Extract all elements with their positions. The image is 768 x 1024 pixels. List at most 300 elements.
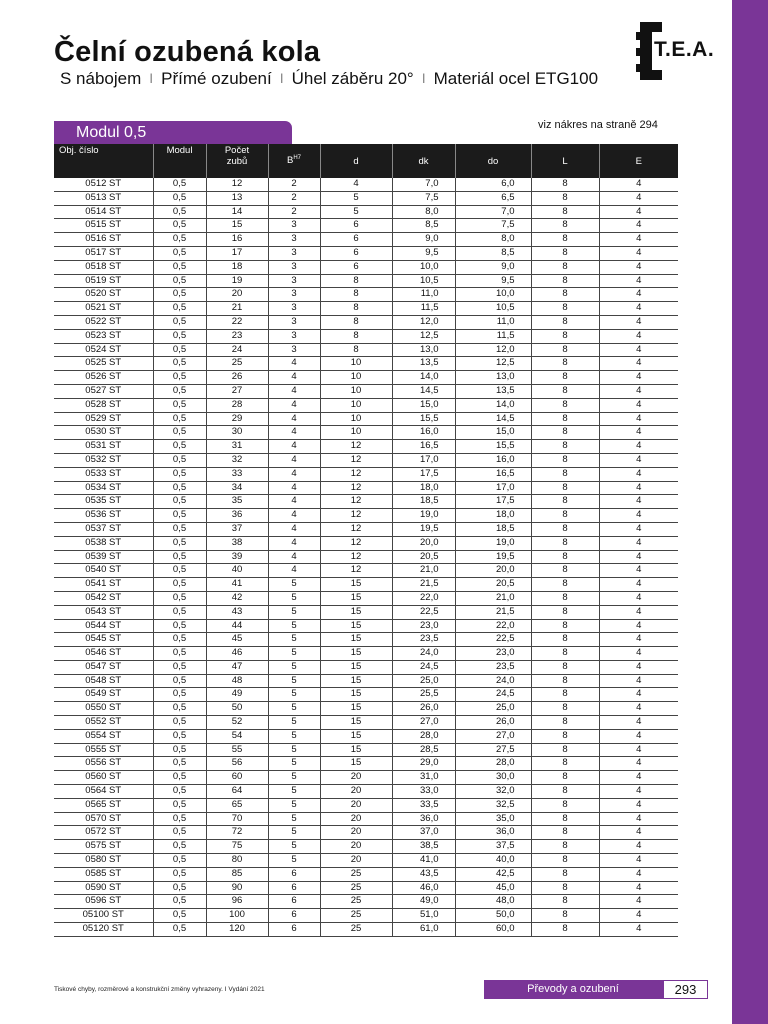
- cell-modul: 0,5: [153, 536, 206, 550]
- cell-teeth: 14: [206, 205, 268, 219]
- cell-obj: 0544 ST: [54, 619, 153, 633]
- cell-e: 4: [599, 798, 678, 812]
- cell-modul: 0,5: [153, 495, 206, 509]
- table-row: [54, 440, 678, 454]
- cell-bore: 5: [268, 757, 320, 771]
- cell-modul: 0,5: [153, 246, 206, 260]
- cell-modul: 0,5: [153, 743, 206, 757]
- subtitle-separator: I: [149, 70, 154, 86]
- cell-bore: 5: [268, 729, 320, 743]
- cell-do: 7,5: [455, 219, 531, 233]
- cell-d: 12: [320, 536, 392, 550]
- cell-l: 8: [531, 426, 599, 440]
- cell-bore: 3: [268, 246, 320, 260]
- cell-dk: 20,0: [392, 536, 455, 550]
- cell-modul: 0,5: [153, 467, 206, 481]
- cell-l: 8: [531, 757, 599, 771]
- cell-bore: 6: [268, 867, 320, 881]
- cell-l: 8: [531, 633, 599, 647]
- cell-teeth: 26: [206, 371, 268, 385]
- table-row: [54, 426, 678, 440]
- col-header-bore-label: B: [286, 155, 294, 167]
- cell-do: 23,5: [455, 660, 531, 674]
- cell-d: 12: [320, 550, 392, 564]
- cell-do: 16,0: [455, 453, 531, 467]
- cell-bore: 5: [268, 854, 320, 868]
- table-row: [54, 881, 678, 895]
- cell-d: 15: [320, 660, 392, 674]
- cell-do: 19,5: [455, 550, 531, 564]
- cell-teeth: 96: [206, 895, 268, 909]
- cell-teeth: 30: [206, 426, 268, 440]
- cell-modul: 0,5: [153, 605, 206, 619]
- cell-teeth: 80: [206, 854, 268, 868]
- cell-teeth: 40: [206, 564, 268, 578]
- cell-e: 4: [599, 826, 678, 840]
- cell-d: 25: [320, 895, 392, 909]
- cell-modul: 0,5: [153, 178, 206, 191]
- cell-d: 25: [320, 909, 392, 923]
- cell-obj: 0532 ST: [54, 453, 153, 467]
- table-row: [54, 716, 678, 730]
- cell-do: 45,0: [455, 881, 531, 895]
- cell-teeth: 55: [206, 743, 268, 757]
- table-row: [54, 357, 678, 371]
- table-row: [54, 260, 678, 274]
- table-row: [54, 495, 678, 509]
- cell-modul: 0,5: [153, 826, 206, 840]
- cell-l: 8: [531, 481, 599, 495]
- side-color-band: [732, 0, 768, 1024]
- cell-obj: 0565 ST: [54, 798, 153, 812]
- cell-bore: 4: [268, 440, 320, 454]
- cell-obj: 0521 ST: [54, 302, 153, 316]
- cell-obj: 0534 ST: [54, 481, 153, 495]
- cell-e: 4: [599, 274, 678, 288]
- cell-dk: 15,0: [392, 398, 455, 412]
- table-row: [54, 578, 678, 592]
- footer-section-label: Převody a ozubení: [527, 983, 619, 995]
- cell-dk: 10,5: [392, 274, 455, 288]
- col-header-bore-tolerance: H7: [293, 155, 301, 162]
- cell-d: 8: [320, 288, 392, 302]
- cell-teeth: 34: [206, 481, 268, 495]
- col-header-e: E: [599, 144, 678, 178]
- cell-modul: 0,5: [153, 412, 206, 426]
- cell-bore: 6: [268, 923, 320, 937]
- col-header-teeth-line2: zubů: [226, 156, 248, 167]
- table-row: [54, 743, 678, 757]
- table-row: [54, 509, 678, 523]
- cell-obj: 0515 ST: [54, 219, 153, 233]
- cell-d: 25: [320, 923, 392, 937]
- cell-d: 15: [320, 729, 392, 743]
- cell-e: 4: [599, 260, 678, 274]
- col-header-bore: [268, 144, 320, 178]
- cell-e: 4: [599, 591, 678, 605]
- cell-dk: 51,0: [392, 909, 455, 923]
- cell-d: 5: [320, 191, 392, 205]
- cell-obj: 0548 ST: [54, 674, 153, 688]
- cell-l: 8: [531, 315, 599, 329]
- cell-teeth: 31: [206, 440, 268, 454]
- cell-teeth: 37: [206, 522, 268, 536]
- cell-dk: 46,0: [392, 881, 455, 895]
- cell-obj: 0528 ST: [54, 398, 153, 412]
- col-header-l: L: [531, 144, 599, 178]
- cell-l: 8: [531, 219, 599, 233]
- cell-e: 4: [599, 246, 678, 260]
- cell-e: 4: [599, 288, 678, 302]
- cell-bore: 5: [268, 647, 320, 661]
- col-header-dk: dk: [392, 144, 455, 178]
- cell-d: 15: [320, 674, 392, 688]
- cell-do: 19,0: [455, 536, 531, 550]
- cell-bore: 4: [268, 509, 320, 523]
- cell-teeth: 35: [206, 495, 268, 509]
- table-row: [54, 674, 678, 688]
- cell-teeth: 17: [206, 246, 268, 260]
- cell-d: 12: [320, 564, 392, 578]
- table-row: [54, 205, 678, 219]
- cell-dk: 24,0: [392, 647, 455, 661]
- cell-d: 15: [320, 647, 392, 661]
- cell-l: 8: [531, 178, 599, 191]
- cell-l: 8: [531, 674, 599, 688]
- cell-obj: 0536 ST: [54, 509, 153, 523]
- cell-do: 32,0: [455, 785, 531, 799]
- cell-do: 27,5: [455, 743, 531, 757]
- cell-obj: 0512 ST: [54, 178, 153, 191]
- cell-bore: 4: [268, 412, 320, 426]
- cell-bore: 5: [268, 785, 320, 799]
- cell-obj: 0524 ST: [54, 343, 153, 357]
- cell-modul: 0,5: [153, 895, 206, 909]
- cell-modul: 0,5: [153, 426, 206, 440]
- cell-dk: 25,5: [392, 688, 455, 702]
- cell-l: 8: [531, 840, 599, 854]
- cell-do: 42,5: [455, 867, 531, 881]
- cell-bore: 5: [268, 605, 320, 619]
- cell-l: 8: [531, 288, 599, 302]
- cell-bore: 5: [268, 619, 320, 633]
- cell-teeth: 56: [206, 757, 268, 771]
- cell-l: 8: [531, 729, 599, 743]
- cell-bore: 4: [268, 564, 320, 578]
- cell-modul: 0,5: [153, 660, 206, 674]
- cell-e: 4: [599, 509, 678, 523]
- cell-l: 8: [531, 785, 599, 799]
- cell-e: 4: [599, 315, 678, 329]
- cell-do: 50,0: [455, 909, 531, 923]
- cell-dk: 25,0: [392, 674, 455, 688]
- cell-d: 10: [320, 398, 392, 412]
- cell-d: 12: [320, 467, 392, 481]
- table-row: [54, 191, 678, 205]
- cell-obj: 0527 ST: [54, 384, 153, 398]
- cell-d: 10: [320, 384, 392, 398]
- cell-modul: 0,5: [153, 771, 206, 785]
- cell-d: 15: [320, 702, 392, 716]
- cell-do: 25,0: [455, 702, 531, 716]
- cell-e: 4: [599, 384, 678, 398]
- cell-dk: 11,5: [392, 302, 455, 316]
- cell-l: 8: [531, 798, 599, 812]
- cell-dk: 28,5: [392, 743, 455, 757]
- cell-obj: 0554 ST: [54, 729, 153, 743]
- cell-teeth: 20: [206, 288, 268, 302]
- cell-modul: 0,5: [153, 923, 206, 937]
- cell-do: 28,0: [455, 757, 531, 771]
- cell-obj: 05120 ST: [54, 923, 153, 937]
- cell-e: 4: [599, 647, 678, 661]
- cell-l: 8: [531, 233, 599, 247]
- cell-l: 8: [531, 205, 599, 219]
- cell-bore: 4: [268, 467, 320, 481]
- cell-l: 8: [531, 619, 599, 633]
- cell-l: 8: [531, 895, 599, 909]
- cell-do: 13,5: [455, 384, 531, 398]
- cell-dk: 20,5: [392, 550, 455, 564]
- cell-bore: 5: [268, 812, 320, 826]
- cell-d: 8: [320, 343, 392, 357]
- table-row: [54, 274, 678, 288]
- cell-obj: 0537 ST: [54, 522, 153, 536]
- cell-e: 4: [599, 909, 678, 923]
- cell-bore: 5: [268, 771, 320, 785]
- cell-modul: 0,5: [153, 785, 206, 799]
- col-header-teeth: [206, 144, 268, 178]
- cell-do: 14,5: [455, 412, 531, 426]
- cell-teeth: 48: [206, 674, 268, 688]
- cell-d: 25: [320, 881, 392, 895]
- cell-l: 8: [531, 536, 599, 550]
- cell-obj: 0526 ST: [54, 371, 153, 385]
- cell-teeth: 49: [206, 688, 268, 702]
- cell-dk: 49,0: [392, 895, 455, 909]
- cell-e: 4: [599, 219, 678, 233]
- cell-teeth: 50: [206, 702, 268, 716]
- cell-dk: 7,5: [392, 191, 455, 205]
- cell-bore: 5: [268, 591, 320, 605]
- cell-modul: 0,5: [153, 440, 206, 454]
- cell-teeth: 38: [206, 536, 268, 550]
- col-header-modul: Modul: [153, 144, 206, 178]
- cell-e: 4: [599, 923, 678, 937]
- cell-teeth: 43: [206, 605, 268, 619]
- cell-do: 10,0: [455, 288, 531, 302]
- cell-teeth: 39: [206, 550, 268, 564]
- cell-dk: 7,0: [392, 178, 455, 191]
- table-row: [54, 785, 678, 799]
- cell-teeth: 19: [206, 274, 268, 288]
- cell-do: 32,5: [455, 798, 531, 812]
- cell-modul: 0,5: [153, 674, 206, 688]
- cell-do: 22,5: [455, 633, 531, 647]
- cell-dk: 9,0: [392, 233, 455, 247]
- cell-do: 26,0: [455, 716, 531, 730]
- cell-l: 8: [531, 453, 599, 467]
- cell-obj: 0546 ST: [54, 647, 153, 661]
- cell-l: 8: [531, 371, 599, 385]
- cell-obj: 0543 ST: [54, 605, 153, 619]
- cell-e: 4: [599, 371, 678, 385]
- cell-teeth: 54: [206, 729, 268, 743]
- table-row: [54, 481, 678, 495]
- cell-l: 8: [531, 826, 599, 840]
- cell-dk: 33,0: [392, 785, 455, 799]
- cell-dk: 16,0: [392, 426, 455, 440]
- cell-do: 6,0: [455, 178, 531, 191]
- cell-modul: 0,5: [153, 881, 206, 895]
- cell-bore: 3: [268, 274, 320, 288]
- cell-d: 4: [320, 178, 392, 191]
- cell-dk: 10,0: [392, 260, 455, 274]
- cell-l: 8: [531, 302, 599, 316]
- cell-dk: 27,0: [392, 716, 455, 730]
- cell-d: 20: [320, 785, 392, 799]
- cell-bore: 3: [268, 315, 320, 329]
- cell-modul: 0,5: [153, 840, 206, 854]
- cell-e: 4: [599, 785, 678, 799]
- cell-modul: 0,5: [153, 716, 206, 730]
- table-row: [54, 384, 678, 398]
- cell-modul: 0,5: [153, 315, 206, 329]
- cell-obj: 0545 ST: [54, 633, 153, 647]
- cell-modul: 0,5: [153, 233, 206, 247]
- cell-dk: 24,5: [392, 660, 455, 674]
- cell-modul: 0,5: [153, 909, 206, 923]
- cell-teeth: 28: [206, 398, 268, 412]
- page-number: 293: [664, 981, 707, 998]
- cell-obj: 0535 ST: [54, 495, 153, 509]
- cell-obj: 0596 ST: [54, 895, 153, 909]
- cell-dk: 18,0: [392, 481, 455, 495]
- cell-teeth: 23: [206, 329, 268, 343]
- cell-modul: 0,5: [153, 867, 206, 881]
- cell-teeth: 13: [206, 191, 268, 205]
- cell-do: 30,0: [455, 771, 531, 785]
- cell-l: 8: [531, 743, 599, 757]
- cell-d: 6: [320, 260, 392, 274]
- cell-obj: 0552 ST: [54, 716, 153, 730]
- cell-l: 8: [531, 191, 599, 205]
- cell-modul: 0,5: [153, 619, 206, 633]
- cell-d: 8: [320, 274, 392, 288]
- cell-bore: 5: [268, 716, 320, 730]
- cell-do: 12,0: [455, 343, 531, 357]
- table-row: [54, 233, 678, 247]
- cell-do: 22,0: [455, 619, 531, 633]
- cell-l: 8: [531, 357, 599, 371]
- cell-e: 4: [599, 674, 678, 688]
- table-row: [54, 840, 678, 854]
- cell-do: 37,5: [455, 840, 531, 854]
- subtitle-material: Materiál ocel ETG100: [433, 69, 599, 88]
- gear-spec-table: [54, 144, 678, 937]
- cell-dk: 13,0: [392, 343, 455, 357]
- cell-obj: 0549 ST: [54, 688, 153, 702]
- cell-modul: 0,5: [153, 509, 206, 523]
- cell-modul: 0,5: [153, 647, 206, 661]
- cell-modul: 0,5: [153, 757, 206, 771]
- footer-disclaimer: Tiskové chyby, rozměrové a konstrukční změny vyhrazeny. I Vydání 2021: [54, 986, 265, 993]
- cell-do: 21,0: [455, 591, 531, 605]
- cell-obj: 0555 ST: [54, 743, 153, 757]
- cell-dk: 12,0: [392, 315, 455, 329]
- cell-teeth: 45: [206, 633, 268, 647]
- table-row: [54, 453, 678, 467]
- cell-e: 4: [599, 522, 678, 536]
- cell-obj: 0556 ST: [54, 757, 153, 771]
- cell-e: 4: [599, 191, 678, 205]
- cell-d: 15: [320, 619, 392, 633]
- cell-bore: 3: [268, 343, 320, 357]
- cell-dk: 12,5: [392, 329, 455, 343]
- cell-do: 12,5: [455, 357, 531, 371]
- cell-e: 4: [599, 481, 678, 495]
- cell-l: 8: [531, 274, 599, 288]
- cell-bore: 4: [268, 357, 320, 371]
- cell-do: 36,0: [455, 826, 531, 840]
- cell-e: 4: [599, 343, 678, 357]
- cell-bore: 3: [268, 329, 320, 343]
- table-row: [54, 315, 678, 329]
- cell-d: 25: [320, 867, 392, 881]
- cell-bore: 5: [268, 798, 320, 812]
- cell-do: 18,5: [455, 522, 531, 536]
- cell-e: 4: [599, 302, 678, 316]
- cell-modul: 0,5: [153, 343, 206, 357]
- cell-d: 12: [320, 522, 392, 536]
- cell-bore: 6: [268, 895, 320, 909]
- cell-d: 20: [320, 771, 392, 785]
- cell-d: 15: [320, 688, 392, 702]
- cell-e: 4: [599, 688, 678, 702]
- cell-dk: 29,0: [392, 757, 455, 771]
- cell-do: 40,0: [455, 854, 531, 868]
- cell-modul: 0,5: [153, 854, 206, 868]
- cell-l: 8: [531, 467, 599, 481]
- cell-d: 8: [320, 315, 392, 329]
- cell-d: 8: [320, 302, 392, 316]
- table-row: [54, 798, 678, 812]
- cell-d: 12: [320, 453, 392, 467]
- cell-l: 8: [531, 647, 599, 661]
- cell-dk: 15,5: [392, 412, 455, 426]
- cell-e: 4: [599, 840, 678, 854]
- cell-teeth: 24: [206, 343, 268, 357]
- cell-e: 4: [599, 771, 678, 785]
- cell-modul: 0,5: [153, 688, 206, 702]
- cell-obj: 0575 ST: [54, 840, 153, 854]
- table-body: [54, 178, 678, 936]
- cell-dk: 41,0: [392, 854, 455, 868]
- cell-teeth: 33: [206, 467, 268, 481]
- cell-modul: 0,5: [153, 798, 206, 812]
- cell-d: 20: [320, 798, 392, 812]
- cell-d: 6: [320, 246, 392, 260]
- cell-obj: 0564 ST: [54, 785, 153, 799]
- cell-l: 8: [531, 578, 599, 592]
- cell-teeth: 52: [206, 716, 268, 730]
- cell-d: 15: [320, 716, 392, 730]
- table-row: [54, 854, 678, 868]
- cell-d: 12: [320, 440, 392, 454]
- cell-modul: 0,5: [153, 288, 206, 302]
- cell-dk: 61,0: [392, 923, 455, 937]
- cell-do: 17,0: [455, 481, 531, 495]
